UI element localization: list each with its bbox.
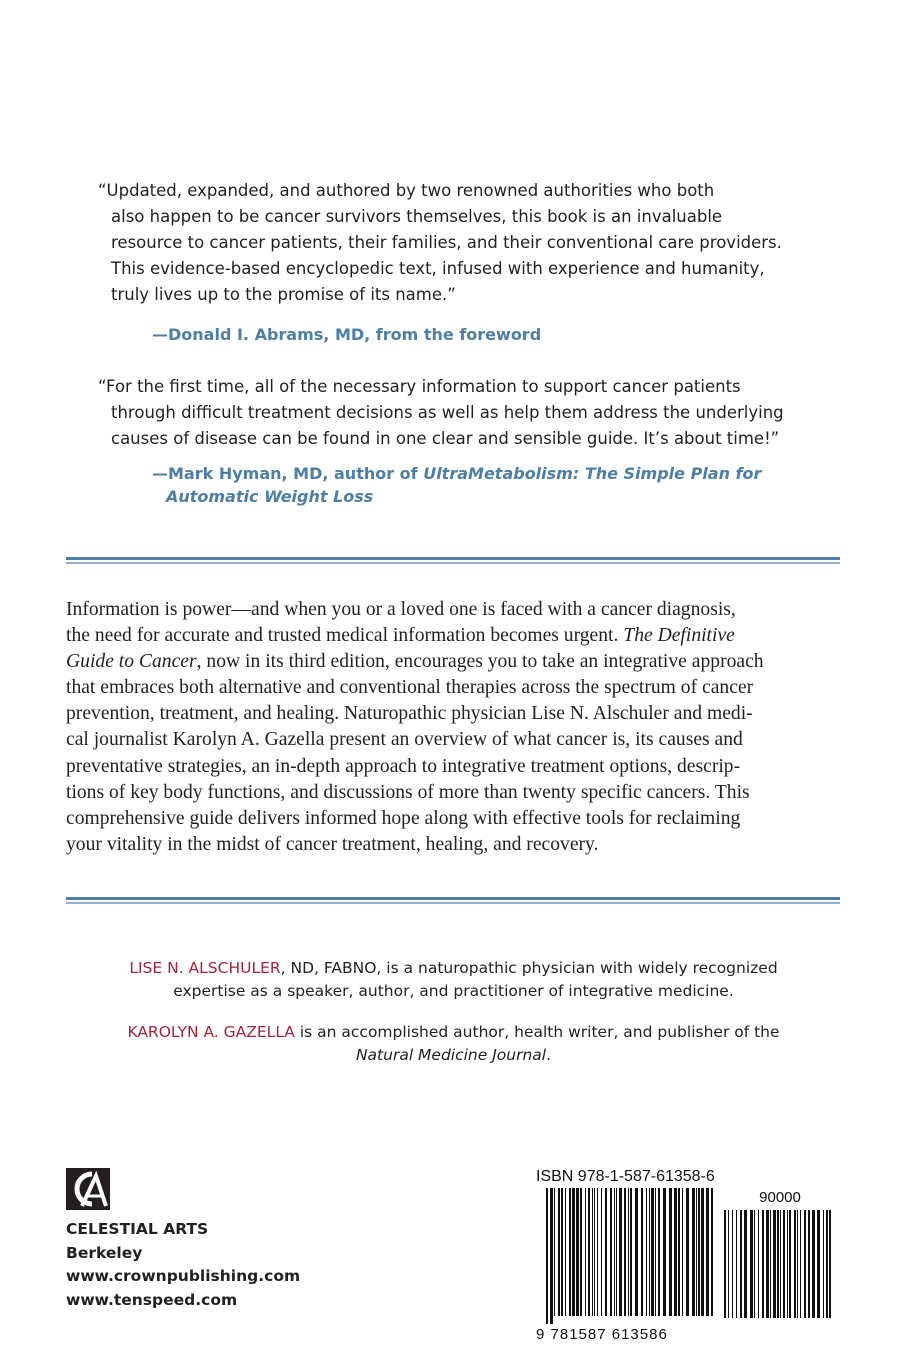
- divider-rule-bottom: [66, 897, 840, 905]
- barcode-bar: [646, 1188, 647, 1316]
- barcode-bar: [682, 1188, 683, 1316]
- barcode-bar: [605, 1188, 607, 1316]
- barcode-bar: [630, 1188, 632, 1316]
- description-line: cal journalist Karolyn A. Gazella present an overview of what cancer is, its causes and: [66, 729, 743, 751]
- barcode-bar: [770, 1210, 771, 1318]
- barcode-bar: [614, 1188, 615, 1316]
- barcode-bar: [794, 1210, 796, 1318]
- description-line: that embraces both alternative and conventional therapies across the spectrum of cancer: [66, 677, 754, 699]
- journal-title: Natural Medicine Journal: [355, 1046, 547, 1064]
- barcode-bar: [641, 1188, 643, 1316]
- barcode-bar: [808, 1210, 810, 1318]
- author-bio-alschuler: [0, 957, 907, 1003]
- book-title: Guide to Cancer: [66, 651, 197, 673]
- author-name: LISE N. ALSCHULER: [129, 959, 281, 977]
- publisher-info: [66, 1218, 300, 1312]
- description-line: preventative strategies, an in-depth approach to integrative treatment options, descrip-: [66, 755, 741, 777]
- barcode-bar: [561, 1188, 563, 1316]
- book-description: [66, 597, 846, 858]
- author-name: KAROLYN A. GAZELLA: [127, 1023, 295, 1041]
- divider-rule-top: [66, 557, 840, 565]
- author-bio-text: , ND, FABNO, is a naturopathic physician with widely recognized: [280, 959, 778, 977]
- barcode-bar: [558, 1188, 560, 1316]
- barcode-bar: [669, 1188, 672, 1316]
- publisher-name: CELESTIAL ARTS: [66, 1220, 209, 1238]
- description-line: the need for accurate and trusted medical information becomes urgent. The Definitive: [66, 625, 735, 647]
- barcode-bar: [701, 1188, 704, 1316]
- barcode-bar: [610, 1188, 612, 1316]
- barcode-bar: [565, 1188, 566, 1316]
- publisher-url-tenspeed: www.tenspeed.com: [66, 1290, 238, 1309]
- description-line: your vitality in the midst of cancer treatment, healing, and recovery.: [66, 833, 599, 855]
- barcode-bar: [736, 1210, 737, 1318]
- description-line: tions of key body functions, and discussions of more than twenty specific cancers. This: [66, 781, 750, 803]
- barcode-bar: [797, 1210, 798, 1318]
- quote-line: “Updated, expanded, and authored by two renowned authorities who both: [98, 181, 715, 200]
- quote-line: resource to cancer patients, their families, and their conventional care providers.: [111, 233, 782, 252]
- barcode-bar: [823, 1210, 824, 1318]
- book-title: The Definitive: [623, 625, 735, 647]
- quote-line: causes of disease can be found in one clear and sensible guide. It’s about time!”: [111, 429, 780, 448]
- barcode-bar: [692, 1188, 695, 1316]
- quote-line: truly lives up to the promise of its name.”: [111, 285, 456, 304]
- barcode-bar: [754, 1210, 755, 1318]
- barcode-bar: [592, 1188, 593, 1316]
- ean-digits: 9 781587 613586: [536, 1326, 668, 1343]
- barcode-bar: [740, 1210, 742, 1318]
- barcode-bar: [758, 1210, 759, 1318]
- barcode-bar: [750, 1210, 753, 1318]
- barcode-bar: [674, 1188, 677, 1316]
- isbn-text: ISBN 978-1-587-61358-6: [536, 1168, 715, 1185]
- description-line: prevention, treatment, and healing. Naturopathic physician Lise N. Alschuler and medi-: [66, 703, 753, 725]
- barcode-bar: [619, 1188, 622, 1316]
- endorsement-quote-2: [98, 374, 838, 452]
- barcode-bar: [663, 1188, 666, 1316]
- endorsement-attribution-2: [152, 462, 761, 508]
- quote-line: through difficult treatment decisions as well as help them address the underlying: [111, 403, 784, 422]
- quote-line: also happen to be cancer survivors themselves, this book is an invaluable: [111, 207, 723, 226]
- author-bio-text: is an accomplished author, health writer, and publisher of the: [294, 1023, 780, 1041]
- barcode-bar: [616, 1188, 617, 1316]
- description-line: Guide to Cancer, now in its third edition, encourages you to take an integrative approach: [66, 651, 764, 673]
- barcode-bar: [597, 1188, 598, 1316]
- attribution-prefix: —Mark Hyman, MD, author of: [152, 464, 424, 483]
- endorsement-quote-1: [98, 178, 838, 308]
- barcode-bar: [783, 1210, 785, 1318]
- quote-line: “For the first time, all of the necessary information to support cancer patients: [98, 377, 741, 396]
- barcode-bar: [698, 1188, 700, 1316]
- barcode-bar: [762, 1210, 764, 1318]
- barcode-bars: [536, 1168, 836, 1348]
- barcode-bar: [789, 1210, 791, 1318]
- barcode-bar: [787, 1210, 788, 1318]
- barcode-bar: [706, 1188, 709, 1316]
- barcode-bar: [576, 1188, 579, 1316]
- barcode-bar: [780, 1210, 781, 1318]
- barcode-bar: [732, 1210, 733, 1318]
- barcode-bar: [804, 1210, 806, 1318]
- publisher-url-crown: www.crownpublishing.com: [66, 1267, 301, 1285]
- attribution-book-title-cont: Automatic Weight Loss: [166, 487, 374, 506]
- barcode-bar: [546, 1188, 548, 1324]
- isbn-barcode: [536, 1168, 836, 1348]
- barcode-bar: [766, 1210, 769, 1318]
- author-bio-text-cont: expertise as a speaker, author, and practitioner of integrative medicine.: [173, 982, 734, 1000]
- publisher-city: Berkeley: [66, 1243, 143, 1262]
- barcode-bar: [572, 1188, 575, 1316]
- barcode-bar: [580, 1188, 582, 1316]
- barcode-bar: [569, 1188, 571, 1316]
- attribution-text: —Donald I. Abrams, MD, from the foreword: [152, 325, 542, 344]
- barcode-bar: [628, 1188, 629, 1316]
- ca-logo-icon: [66, 1168, 110, 1210]
- quote-line: This evidence-based encyclopedic text, infused with experience and humanity,: [111, 259, 765, 278]
- attribution-book-title: UltraMetabolism: The Simple Plan for: [423, 464, 762, 483]
- barcode-bar: [588, 1188, 590, 1316]
- barcode-bar: [728, 1210, 729, 1318]
- barcode-bar: [686, 1188, 689, 1316]
- description-line: Information is power—and when you or a loved one is faced with a cancer diagnosis,: [66, 599, 736, 620]
- barcode-bar: [678, 1188, 680, 1316]
- barcode-bar: [829, 1210, 831, 1318]
- price-code: 90000: [759, 1189, 801, 1206]
- barcode-bar: [601, 1188, 602, 1316]
- barcode-bar: [655, 1188, 656, 1316]
- barcode-bar: [554, 1188, 555, 1316]
- barcode-bar: [649, 1188, 650, 1316]
- description-line: comprehensive guide delivers informed hope along with effective tools for reclaiming: [66, 807, 741, 829]
- barcode-bar: [594, 1188, 595, 1316]
- barcode-bar: [817, 1210, 820, 1318]
- barcode-bar: [744, 1210, 747, 1318]
- barcode-bar: [800, 1210, 801, 1318]
- barcode-bar: [658, 1188, 660, 1316]
- barcode-bar: [812, 1210, 815, 1318]
- endorsement-attribution-1: [152, 323, 541, 346]
- barcode-bar: [550, 1188, 553, 1324]
- barcode-bar: [696, 1188, 697, 1316]
- barcode-bar: [724, 1210, 726, 1318]
- barcode-bar: [585, 1188, 586, 1316]
- barcode-bar: [635, 1188, 638, 1316]
- barcode-bar: [624, 1188, 626, 1316]
- barcode-bar: [826, 1210, 828, 1318]
- barcode-bar: [651, 1188, 654, 1316]
- barcode-bar: [711, 1188, 713, 1316]
- author-bio-gazella: KAROLYN A. GAZELLA is an accomplished author, health writer, and publisher of the Natural Medicine Journal.: [127, 1023, 780, 1064]
- barcode-bar: [777, 1210, 779, 1318]
- barcode-bar: [773, 1210, 776, 1318]
